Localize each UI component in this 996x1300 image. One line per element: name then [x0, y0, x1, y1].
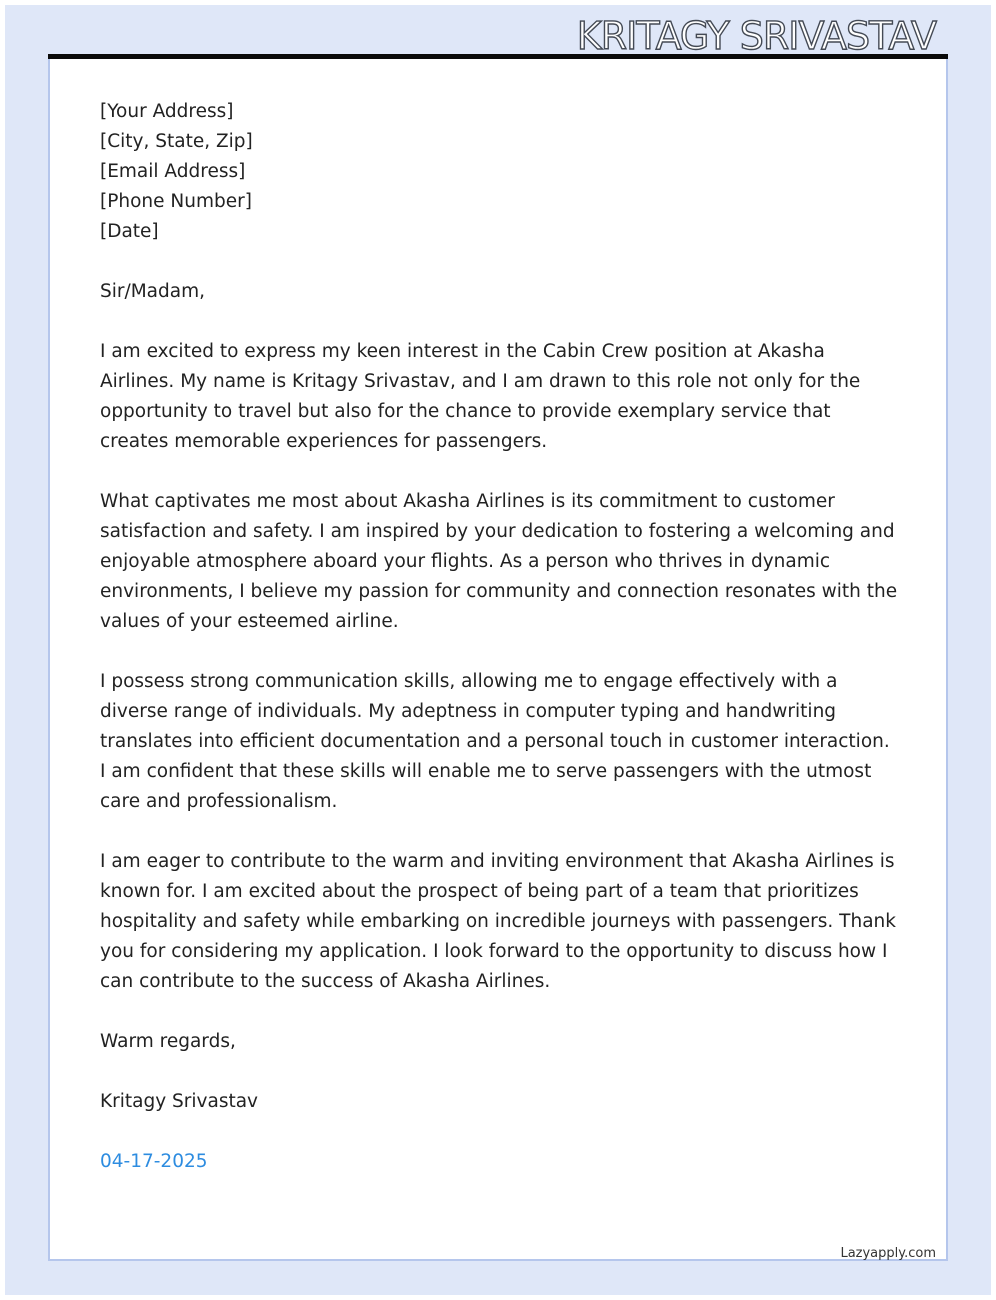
sender-city-state-zip: [City, State, Zip]	[100, 131, 253, 152]
sender-phone: [Phone Number]	[100, 191, 252, 212]
sender-email: [Email Address]	[100, 161, 246, 182]
sender-address-block	[100, 97, 900, 247]
paragraph-1: I am excited to express my keen interest in the Cabin Crew position at Akasha Airlines. My name is Kritagy Srivastav, and I am drawn to this role not only for the opportunity to travel but also for the chance to provide exemplary service that creates memorable experiences for passengers.	[100, 341, 861, 452]
signature-date[interactable]: 04-17-2025	[100, 1151, 208, 1172]
paragraph-2: What captivates me most about Akasha Airlines is its commitment to customer satisfaction and safety. I am inspired by your dedication to fostering a welcoming and enjoyable atmosphere aboard your flights. As a person who thrives in dynamic environments, I believe my passion for community and connection resonates with the values of your esteemed airline.	[100, 491, 898, 632]
salutation: Sir/Madam,	[100, 281, 206, 302]
letter-body	[100, 97, 900, 1177]
applicant-name-heading: KRITAGY SRIVASTAV	[576, 14, 936, 58]
signature-name: Kritagy Srivastav	[100, 1091, 258, 1112]
paragraph-3: I possess strong communication skills, allowing me to engage effectively with a diverse range of individuals. My adeptness in computer typing and handwriting translates into efficient documentation and a personal touch in customer interaction. I am confident that these skills will enable me to serve passengers with the utmost care and professionalism.	[100, 671, 890, 812]
closing: Warm regards,	[100, 1031, 236, 1052]
sender-address: [Your Address]	[100, 101, 234, 122]
footer-watermark: Lazyapply.com	[840, 1246, 936, 1261]
paragraph-4: I am eager to contribute to the warm and inviting environment that Akasha Airlines is known for. I am excited about the prospect of being part of a team that prioritizes hospitality and safety while embarking on incredible journeys with passengers. Thank you for considering my application. I look forward to the opportunity to discuss how I can contribute to the success of Akasha Airlines.	[100, 851, 896, 992]
sender-date: [Date]	[100, 221, 159, 242]
